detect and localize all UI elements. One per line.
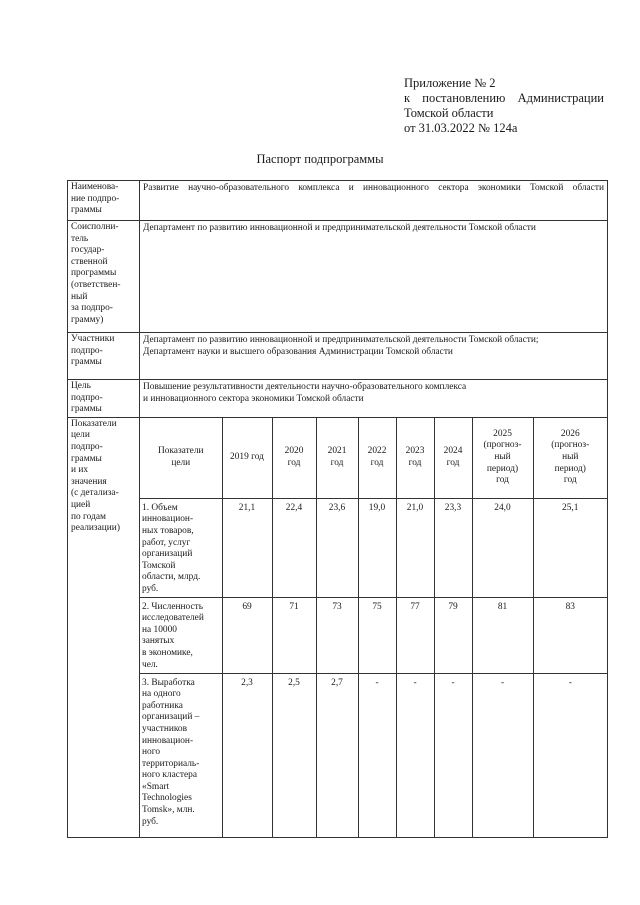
- indicator-value: -: [396, 673, 434, 837]
- indicator-name: 1. Объем инновацион- ных товаров, работ, услуг организаций Томской области, млрд. руб.: [140, 498, 222, 597]
- annex-date: от 31.03.2022 № 124а: [404, 121, 518, 135]
- indicator-value: 79: [434, 597, 472, 673]
- indicator-value: 73: [316, 597, 358, 673]
- indicator-value: 24,0: [472, 498, 533, 597]
- header-year: 2021 год: [316, 418, 358, 499]
- indicator-value: 21,1: [222, 498, 272, 597]
- row-value: Департамент по развитию инновационной и предпринимательской деятельности Томской области: [140, 221, 608, 333]
- header-year: 2020 год: [272, 418, 316, 499]
- row-coexecutor: [68, 221, 608, 333]
- row-label: Показатели цели подпро- граммы и их значения (с детализа- цией по годам реализации): [68, 417, 140, 837]
- indicators-cell: [140, 417, 608, 837]
- indicator-value: 2,3: [222, 673, 272, 837]
- header-year: 2019 год: [222, 418, 272, 499]
- header-year: 2026 (прогноз- ный период) год: [533, 418, 607, 499]
- indicator-value: 83: [533, 597, 607, 673]
- indicator-value: 2,7: [316, 673, 358, 837]
- passport-table: [67, 180, 608, 838]
- annex-resolution-line: к постановлению Администрации: [404, 91, 604, 105]
- page-title: Паспорт подпрограммы: [256, 152, 384, 166]
- indicator-value: -: [358, 673, 396, 837]
- header-indicator: Показатели цели: [140, 418, 222, 499]
- indicator-value: 23,3: [434, 498, 472, 597]
- indicators-table: [140, 418, 607, 837]
- indicator-value: 25,1: [533, 498, 607, 597]
- indicator-value: 21,0: [396, 498, 434, 597]
- indicator-name: 3. Выработка на одного работника организаций – участников инновацион- ного территориаль- ного кластера «Smart Technologies Tomsk», млн. руб.: [140, 673, 222, 837]
- indicator-value: 23,6: [316, 498, 358, 597]
- header-year: 2025 (прогноз- ный период) год: [472, 418, 533, 499]
- row-goal: [68, 380, 608, 418]
- row-label: Цель подпро- граммы: [68, 380, 140, 418]
- row-value: Повышение результативности деятельности научно-образовательного комплекса и инновационного сектора экономики Томской области: [140, 380, 608, 418]
- row-value: Департамент по развитию инновационной и предпринимательской деятельности Томской области; Департамент науки и высшего образования Администрации Томской области: [140, 333, 608, 380]
- indicator-row: [140, 673, 607, 837]
- row-participants: [68, 333, 608, 380]
- indicator-value: 2,5: [272, 673, 316, 837]
- row-indicators: [68, 417, 608, 837]
- indicator-value: 71: [272, 597, 316, 673]
- indicators-header-row: [140, 418, 607, 499]
- indicator-value: 81: [472, 597, 533, 673]
- row-label: Соисполни- тель государ- ственной программы (ответствен- ный за подпро- грамму): [68, 221, 140, 333]
- header-year: 2022 год: [358, 418, 396, 499]
- annex-number: Приложение № 2: [404, 76, 496, 90]
- row-value: Развитие научно-образовательного комплекса и инновационного сектора экономики Томской области: [140, 181, 608, 221]
- indicator-value: 19,0: [358, 498, 396, 597]
- annex-header: [404, 76, 604, 136]
- indicator-name: 2. Численность исследователей на 10000 занятых в экономике, чел.: [140, 597, 222, 673]
- indicator-row: [140, 597, 607, 673]
- indicator-value: -: [472, 673, 533, 837]
- indicator-value: 22,4: [272, 498, 316, 597]
- header-year: 2024 год: [434, 418, 472, 499]
- indicator-value: -: [434, 673, 472, 837]
- indicator-value: 69: [222, 597, 272, 673]
- annex-region: Томской области: [404, 106, 494, 120]
- indicator-row: [140, 498, 607, 597]
- row-label: Участники подпро- граммы: [68, 333, 140, 380]
- row-name: [68, 181, 608, 221]
- indicator-value: -: [533, 673, 607, 837]
- indicator-value: 75: [358, 597, 396, 673]
- row-label: Наименова- ние подпро- граммы: [68, 181, 140, 221]
- header-year: 2023 год: [396, 418, 434, 499]
- indicator-value: 77: [396, 597, 434, 673]
